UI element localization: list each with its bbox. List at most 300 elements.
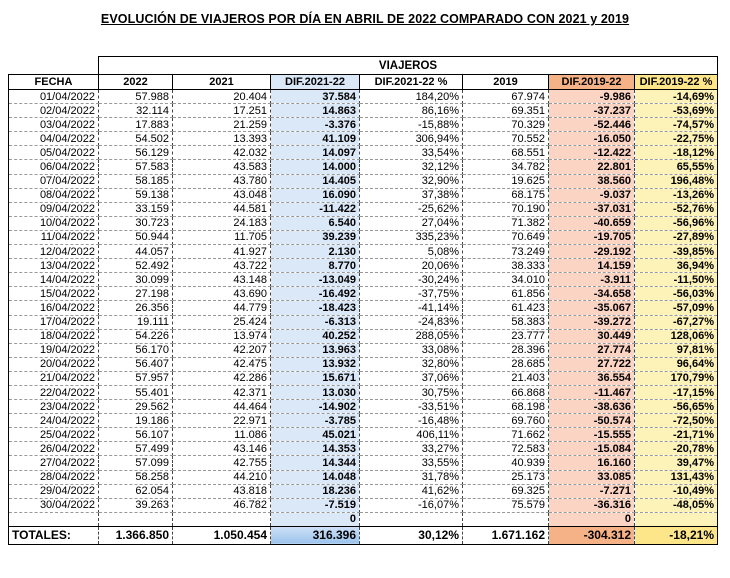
cell-v2019: 67.974 [463, 90, 549, 104]
cell-v2022: 57.988 [99, 90, 173, 104]
cell-v2022: 57.499 [99, 442, 173, 456]
cell-fecha: 22/04/2022 [9, 385, 99, 399]
cell-dif-2021-22: -3.785 [271, 414, 360, 428]
cell-dif-2019-22-pct: -53,69% [635, 104, 718, 118]
cell-fecha: 21/04/2022 [9, 371, 99, 385]
spacer-cell-v2021 [173, 512, 271, 526]
table-row [9, 484, 718, 498]
cell-dif-2019-22: -9.037 [549, 188, 635, 202]
cell-dif-2019-22-pct: 39,47% [635, 456, 718, 470]
cell-dif-2021-22: -13.049 [271, 273, 360, 287]
cell-dif-2019-22-pct: -74,57% [635, 118, 718, 132]
cell-dif-2021-22: 13.963 [271, 343, 360, 357]
cell-v2019: 70.329 [463, 118, 549, 132]
cell-dif-2019-22: -35.067 [549, 301, 635, 315]
cell-dif-2021-22: 14.097 [271, 146, 360, 160]
cell-v2022: 56.170 [99, 343, 173, 357]
cell-dif-2019-22-pct: -13,26% [635, 188, 718, 202]
cell-dif-2019-22-pct: -10,49% [635, 484, 718, 498]
cell-dif-2021-22-pct: 184,20% [360, 90, 463, 104]
cell-v2019: 34.010 [463, 273, 549, 287]
cell-fecha: 06/04/2022 [9, 160, 99, 174]
cell-v2021: 41.927 [173, 245, 271, 259]
cell-v2022: 26.356 [99, 301, 173, 315]
cell-v2021: 43.148 [173, 273, 271, 287]
cell-dif-2019-22-pct: 196,48% [635, 174, 718, 188]
cell-dif-2021-22-pct: -16,07% [360, 498, 463, 512]
table-row [9, 442, 718, 456]
cell-dif-2021-22: 14.353 [271, 442, 360, 456]
cell-dif-2021-22-pct: 32,90% [360, 174, 463, 188]
cell-dif-2021-22-pct: 5,08% [360, 245, 463, 259]
totals-row [9, 526, 718, 544]
cell-v2019: 70.552 [463, 132, 549, 146]
cell-dif-2021-22: -3.376 [271, 118, 360, 132]
cell-dif-2021-22: -14.902 [271, 400, 360, 414]
cell-v2019: 73.249 [463, 245, 549, 259]
cell-fecha: 29/04/2022 [9, 484, 99, 498]
cell-dif-2021-22: 18.236 [271, 484, 360, 498]
table-row [9, 385, 718, 399]
spacer-row [9, 512, 718, 526]
cell-dif-2021-22-pct: 33,08% [360, 343, 463, 357]
cell-v2019: 25.173 [463, 470, 549, 484]
cell-dif-2019-22: -15.084 [549, 442, 635, 456]
cell-v2021: 46.782 [173, 498, 271, 512]
table-row [9, 287, 718, 301]
table-row [9, 470, 718, 484]
cell-v2022: 56.407 [99, 357, 173, 371]
cell-dif-2021-22: -18.423 [271, 301, 360, 315]
cell-v2019: 58.383 [463, 315, 549, 329]
cell-dif-2021-22-pct: 41,62% [360, 484, 463, 498]
cell-fecha: 27/04/2022 [9, 456, 99, 470]
cell-v2019: 61.856 [463, 287, 549, 301]
table-row [9, 315, 718, 329]
cell-dif-2019-22-pct: -56,65% [635, 400, 718, 414]
cell-dif-2019-22-pct: -21,71% [635, 428, 718, 442]
totals-v2019: 1.671.162 [463, 526, 549, 544]
cell-v2022: 58.185 [99, 174, 173, 188]
table-row [9, 216, 718, 230]
cell-dif-2021-22-pct: 20,06% [360, 259, 463, 273]
cell-fecha: 11/04/2022 [9, 230, 99, 244]
cell-v2021: 25.424 [173, 315, 271, 329]
cell-v2019: 38.333 [463, 259, 549, 273]
table-row [9, 230, 718, 244]
cell-v2019: 69.351 [463, 104, 549, 118]
table-row [9, 104, 718, 118]
cell-dif-2021-22: 39.239 [271, 230, 360, 244]
cell-dif-2019-22: -34.658 [549, 287, 635, 301]
cell-dif-2019-22: -11.467 [549, 385, 635, 399]
cell-v2022: 27.198 [99, 287, 173, 301]
cell-dif-2019-22-pct: 36,94% [635, 259, 718, 273]
cell-v2021: 22.971 [173, 414, 271, 428]
table-row [9, 301, 718, 315]
cell-v2022: 50.944 [99, 230, 173, 244]
cell-v2019: 70.649 [463, 230, 549, 244]
cell-v2022: 32.114 [99, 104, 173, 118]
cell-dif-2021-22-pct: -33,51% [360, 400, 463, 414]
totals-v2021: 1.050.454 [173, 526, 271, 544]
cell-v2019: 28.685 [463, 357, 549, 371]
cell-v2022: 30.723 [99, 216, 173, 230]
cell-dif-2021-22: 14.863 [271, 104, 360, 118]
cell-fecha: 18/04/2022 [9, 329, 99, 343]
cell-v2019: 23.777 [463, 329, 549, 343]
cell-fecha: 26/04/2022 [9, 442, 99, 456]
cell-v2021: 44.464 [173, 400, 271, 414]
table-row [9, 428, 718, 442]
cell-dif-2021-22: 41.109 [271, 132, 360, 146]
cell-dif-2021-22: -7.519 [271, 498, 360, 512]
cell-fecha: 12/04/2022 [9, 245, 99, 259]
table-row [9, 188, 718, 202]
super-header-blank [9, 57, 99, 75]
cell-dif-2019-22-pct: -11,50% [635, 273, 718, 287]
column-header-row [9, 75, 718, 90]
cell-dif-2019-22: -15.555 [549, 428, 635, 442]
cell-dif-2021-22-pct: -25,62% [360, 202, 463, 216]
cell-fecha: 01/04/2022 [9, 90, 99, 104]
cell-v2021: 17.251 [173, 104, 271, 118]
cell-v2019: 19.625 [463, 174, 549, 188]
cell-v2019: 72.583 [463, 442, 549, 456]
cell-dif-2021-22-pct: 33,54% [360, 146, 463, 160]
table-row [9, 400, 718, 414]
cell-dif-2019-22: -19.705 [549, 230, 635, 244]
cell-v2022: 17.883 [99, 118, 173, 132]
table-row [9, 118, 718, 132]
cell-fecha: 14/04/2022 [9, 273, 99, 287]
cell-dif-2021-22: 13.030 [271, 385, 360, 399]
cell-dif-2019-22-pct: -20,78% [635, 442, 718, 456]
cell-v2019: 28.396 [463, 343, 549, 357]
cell-dif-2019-22-pct: -14,69% [635, 90, 718, 104]
cell-v2021: 44.581 [173, 202, 271, 216]
table-row [9, 202, 718, 216]
cell-dif-2021-22: 16.090 [271, 188, 360, 202]
table-row [9, 329, 718, 343]
cell-v2021: 43.818 [173, 484, 271, 498]
cell-dif-2021-22: 40.252 [271, 329, 360, 343]
header-fecha: FECHA [9, 75, 99, 90]
totals-dif-2021-22-pct: 30,12% [360, 526, 463, 544]
cell-v2022: 62.054 [99, 484, 173, 498]
cell-dif-2019-22: -36.316 [549, 498, 635, 512]
cell-v2022: 57.099 [99, 456, 173, 470]
cell-fecha: 10/04/2022 [9, 216, 99, 230]
totals-v2022: 1.366.850 [99, 526, 173, 544]
cell-fecha: 04/04/2022 [9, 132, 99, 146]
cell-v2019: 75.579 [463, 498, 549, 512]
super-header-viajeros: VIAJEROS [99, 57, 718, 75]
cell-v2019: 70.190 [463, 202, 549, 216]
cell-v2021: 43.780 [173, 174, 271, 188]
cell-dif-2021-22-pct: 86,16% [360, 104, 463, 118]
table-row [9, 259, 718, 273]
header-dif-2021-22-pct: DIF.2021-22 % [360, 75, 463, 90]
cell-fecha: 17/04/2022 [9, 315, 99, 329]
cell-v2021: 43.048 [173, 188, 271, 202]
cell-dif-2021-22-pct: 32,12% [360, 160, 463, 174]
cell-dif-2021-22-pct: 30,75% [360, 385, 463, 399]
cell-dif-2019-22: -16.050 [549, 132, 635, 146]
header-v2021: 2021 [173, 75, 271, 90]
cell-v2021: 43.722 [173, 259, 271, 273]
cell-v2021: 43.146 [173, 442, 271, 456]
header-v2022: 2022 [99, 75, 173, 90]
cell-dif-2019-22-pct: -56,96% [635, 216, 718, 230]
cell-v2021: 44.779 [173, 301, 271, 315]
cell-dif-2019-22: -37.031 [549, 202, 635, 216]
travelers-table [8, 56, 718, 545]
cell-dif-2019-22: -37.237 [549, 104, 635, 118]
cell-dif-2021-22: 14.000 [271, 160, 360, 174]
cell-dif-2019-22: -7.271 [549, 484, 635, 498]
cell-v2022: 33.159 [99, 202, 173, 216]
cell-dif-2019-22: 14.159 [549, 259, 635, 273]
cell-dif-2021-22-pct: 32,80% [360, 357, 463, 371]
cell-fecha: 15/04/2022 [9, 287, 99, 301]
cell-dif-2021-22: 8.770 [271, 259, 360, 273]
cell-dif-2021-22-pct: -15,88% [360, 118, 463, 132]
cell-v2019: 69.325 [463, 484, 549, 498]
table-row [9, 160, 718, 174]
cell-dif-2019-22: -9.986 [549, 90, 635, 104]
cell-v2022: 58.258 [99, 470, 173, 484]
cell-dif-2021-22-pct: 37,38% [360, 188, 463, 202]
cell-v2021: 42.475 [173, 357, 271, 371]
cell-dif-2019-22: 22.801 [549, 160, 635, 174]
cell-v2019: 61.423 [463, 301, 549, 315]
cell-dif-2019-22: -52.446 [549, 118, 635, 132]
cell-v2021: 42.032 [173, 146, 271, 160]
cell-fecha: 20/04/2022 [9, 357, 99, 371]
cell-dif-2021-22: 6.540 [271, 216, 360, 230]
cell-fecha: 07/04/2022 [9, 174, 99, 188]
cell-v2019: 68.551 [463, 146, 549, 160]
cell-dif-2019-22-pct: -67,27% [635, 315, 718, 329]
table-row [9, 132, 718, 146]
cell-dif-2019-22: 27.722 [549, 357, 635, 371]
cell-v2019: 71.382 [463, 216, 549, 230]
cell-dif-2021-22-pct: -37,75% [360, 287, 463, 301]
cell-dif-2019-22-pct: -56,03% [635, 287, 718, 301]
spacer-cell-dif-2019-22: 0 [549, 512, 635, 526]
table-row [9, 245, 718, 259]
cell-fecha: 08/04/2022 [9, 188, 99, 202]
cell-dif-2019-22: -39.272 [549, 315, 635, 329]
totals-fecha: TOTALES: [9, 526, 99, 544]
cell-dif-2021-22-pct: 27,04% [360, 216, 463, 230]
cell-dif-2021-22-pct: 288,05% [360, 329, 463, 343]
spacer-cell-v2022 [99, 512, 173, 526]
cell-dif-2019-22: -3.911 [549, 273, 635, 287]
cell-dif-2019-22: -50.574 [549, 414, 635, 428]
cell-dif-2019-22-pct: -72,50% [635, 414, 718, 428]
cell-dif-2019-22: -38.636 [549, 400, 635, 414]
table-row [9, 90, 718, 104]
header-dif-2019-22: DIF.2019-22 [549, 75, 635, 90]
cell-fecha: 09/04/2022 [9, 202, 99, 216]
table-row [9, 273, 718, 287]
cell-dif-2019-22-pct: 97,81% [635, 343, 718, 357]
cell-dif-2021-22-pct: 33,55% [360, 456, 463, 470]
spacer-cell-v2019 [463, 512, 549, 526]
cell-v2022: 56.129 [99, 146, 173, 160]
spacer-cell-dif-2019-22-pct [635, 512, 718, 526]
cell-dif-2019-22: 33.085 [549, 470, 635, 484]
cell-dif-2021-22-pct: 335,23% [360, 230, 463, 244]
table-body [9, 90, 718, 545]
cell-dif-2021-22: 14.405 [271, 174, 360, 188]
cell-v2021: 43.583 [173, 160, 271, 174]
cell-dif-2019-22: 38.560 [549, 174, 635, 188]
cell-v2022: 44.057 [99, 245, 173, 259]
cell-fecha: 16/04/2022 [9, 301, 99, 315]
cell-v2022: 56.107 [99, 428, 173, 442]
cell-v2019: 68.198 [463, 400, 549, 414]
table-row [9, 357, 718, 371]
cell-dif-2019-22: 30.449 [549, 329, 635, 343]
cell-v2019: 69.760 [463, 414, 549, 428]
spacer-cell-dif-2021-22: 0 [271, 512, 360, 526]
cell-fecha: 28/04/2022 [9, 470, 99, 484]
cell-v2022: 57.957 [99, 371, 173, 385]
cell-fecha: 19/04/2022 [9, 343, 99, 357]
cell-dif-2019-22: 27.774 [549, 343, 635, 357]
cell-dif-2019-22-pct: -52,76% [635, 202, 718, 216]
cell-dif-2021-22: -16.492 [271, 287, 360, 301]
cell-v2021: 11.705 [173, 230, 271, 244]
cell-v2022: 30.099 [99, 273, 173, 287]
cell-v2021: 24.183 [173, 216, 271, 230]
header-dif-2021-22: DIF.2021-22 [271, 75, 360, 90]
cell-v2022: 55.401 [99, 385, 173, 399]
cell-v2021: 42.207 [173, 343, 271, 357]
cell-v2022: 54.226 [99, 329, 173, 343]
cell-dif-2021-22-pct: -24,83% [360, 315, 463, 329]
cell-fecha: 25/04/2022 [9, 428, 99, 442]
table-row [9, 146, 718, 160]
cell-dif-2021-22: -6.313 [271, 315, 360, 329]
table-row [9, 414, 718, 428]
super-header-row [9, 57, 718, 75]
cell-v2019: 66.868 [463, 385, 549, 399]
cell-dif-2019-22-pct: 170,79% [635, 371, 718, 385]
cell-dif-2021-22-pct: -41,14% [360, 301, 463, 315]
cell-dif-2019-22: 16.160 [549, 456, 635, 470]
cell-fecha: 30/04/2022 [9, 498, 99, 512]
cell-dif-2021-22-pct: 37,06% [360, 371, 463, 385]
cell-dif-2019-22: -12.422 [549, 146, 635, 160]
cell-fecha: 24/04/2022 [9, 414, 99, 428]
cell-dif-2021-22-pct: 406,11% [360, 428, 463, 442]
cell-dif-2019-22-pct: 65,55% [635, 160, 718, 174]
table-row [9, 456, 718, 470]
cell-dif-2021-22-pct: 31,78% [360, 470, 463, 484]
cell-v2021: 43.690 [173, 287, 271, 301]
cell-dif-2021-22: 37.584 [271, 90, 360, 104]
cell-dif-2019-22-pct: -39,85% [635, 245, 718, 259]
page-title: EVOLUCIÓN DE VIAJEROS POR DÍA EN ABRIL DE 2022 COMPARADO CON 2021 y 2019 [100, 12, 630, 26]
cell-v2021: 21.259 [173, 118, 271, 132]
cell-fecha: 23/04/2022 [9, 400, 99, 414]
cell-fecha: 03/04/2022 [9, 118, 99, 132]
cell-v2022: 29.562 [99, 400, 173, 414]
table-row [9, 371, 718, 385]
cell-dif-2019-22: -29.192 [549, 245, 635, 259]
header-v2019: 2019 [463, 75, 549, 90]
spacer-cell-fecha [9, 512, 99, 526]
cell-v2021: 11.086 [173, 428, 271, 442]
cell-dif-2021-22: 2.130 [271, 245, 360, 259]
totals-dif-2021-22: 316.396 [271, 526, 360, 544]
cell-fecha: 13/04/2022 [9, 259, 99, 273]
cell-v2022: 19.111 [99, 315, 173, 329]
cell-dif-2021-22-pct: -16,48% [360, 414, 463, 428]
cell-dif-2019-22: 36.554 [549, 371, 635, 385]
cell-fecha: 05/04/2022 [9, 146, 99, 160]
cell-v2021: 13.393 [173, 132, 271, 146]
cell-v2022: 39.263 [99, 498, 173, 512]
totals-dif-2019-22: -304.312 [549, 526, 635, 544]
table-row [9, 174, 718, 188]
cell-dif-2019-22-pct: -27,89% [635, 230, 718, 244]
travelers-table-container [8, 56, 718, 545]
cell-dif-2019-22-pct: 128,06% [635, 329, 718, 343]
cell-dif-2021-22: 13.932 [271, 357, 360, 371]
cell-dif-2021-22: 15.671 [271, 371, 360, 385]
cell-v2022: 52.492 [99, 259, 173, 273]
cell-dif-2019-22-pct: -48,05% [635, 498, 718, 512]
cell-v2019: 34.782 [463, 160, 549, 174]
cell-dif-2019-22-pct: -18,12% [635, 146, 718, 160]
table-row [9, 498, 718, 512]
cell-v2021: 44.210 [173, 470, 271, 484]
cell-dif-2019-22-pct: -17,15% [635, 385, 718, 399]
header-dif-2019-22-pct: DIF.2019-22 % [635, 75, 718, 90]
cell-dif-2021-22-pct: -30,24% [360, 273, 463, 287]
cell-dif-2021-22-pct: 33,27% [360, 442, 463, 456]
cell-dif-2019-22-pct: 96,64% [635, 357, 718, 371]
spacer-cell-dif-2021-22-pct [360, 512, 463, 526]
totals-dif-2019-22-pct: -18,21% [635, 526, 718, 544]
cell-v2021: 42.755 [173, 456, 271, 470]
cell-v2022: 57.583 [99, 160, 173, 174]
cell-v2019: 71.662 [463, 428, 549, 442]
cell-v2022: 54.502 [99, 132, 173, 146]
table-row [9, 343, 718, 357]
cell-v2019: 21.403 [463, 371, 549, 385]
cell-v2021: 13.974 [173, 329, 271, 343]
cell-v2019: 40.939 [463, 456, 549, 470]
cell-dif-2021-22: 14.048 [271, 470, 360, 484]
cell-v2019: 68.175 [463, 188, 549, 202]
cell-dif-2021-22: 45.021 [271, 428, 360, 442]
cell-v2021: 42.371 [173, 385, 271, 399]
cell-v2021: 42.286 [173, 371, 271, 385]
cell-dif-2019-22-pct: -22,75% [635, 132, 718, 146]
cell-v2022: 19.186 [99, 414, 173, 428]
cell-dif-2019-22: -40.659 [549, 216, 635, 230]
cell-dif-2019-22-pct: -57,09% [635, 301, 718, 315]
cell-fecha: 02/04/2022 [9, 104, 99, 118]
cell-dif-2019-22-pct: 131,43% [635, 470, 718, 484]
cell-dif-2021-22-pct: 306,94% [360, 132, 463, 146]
